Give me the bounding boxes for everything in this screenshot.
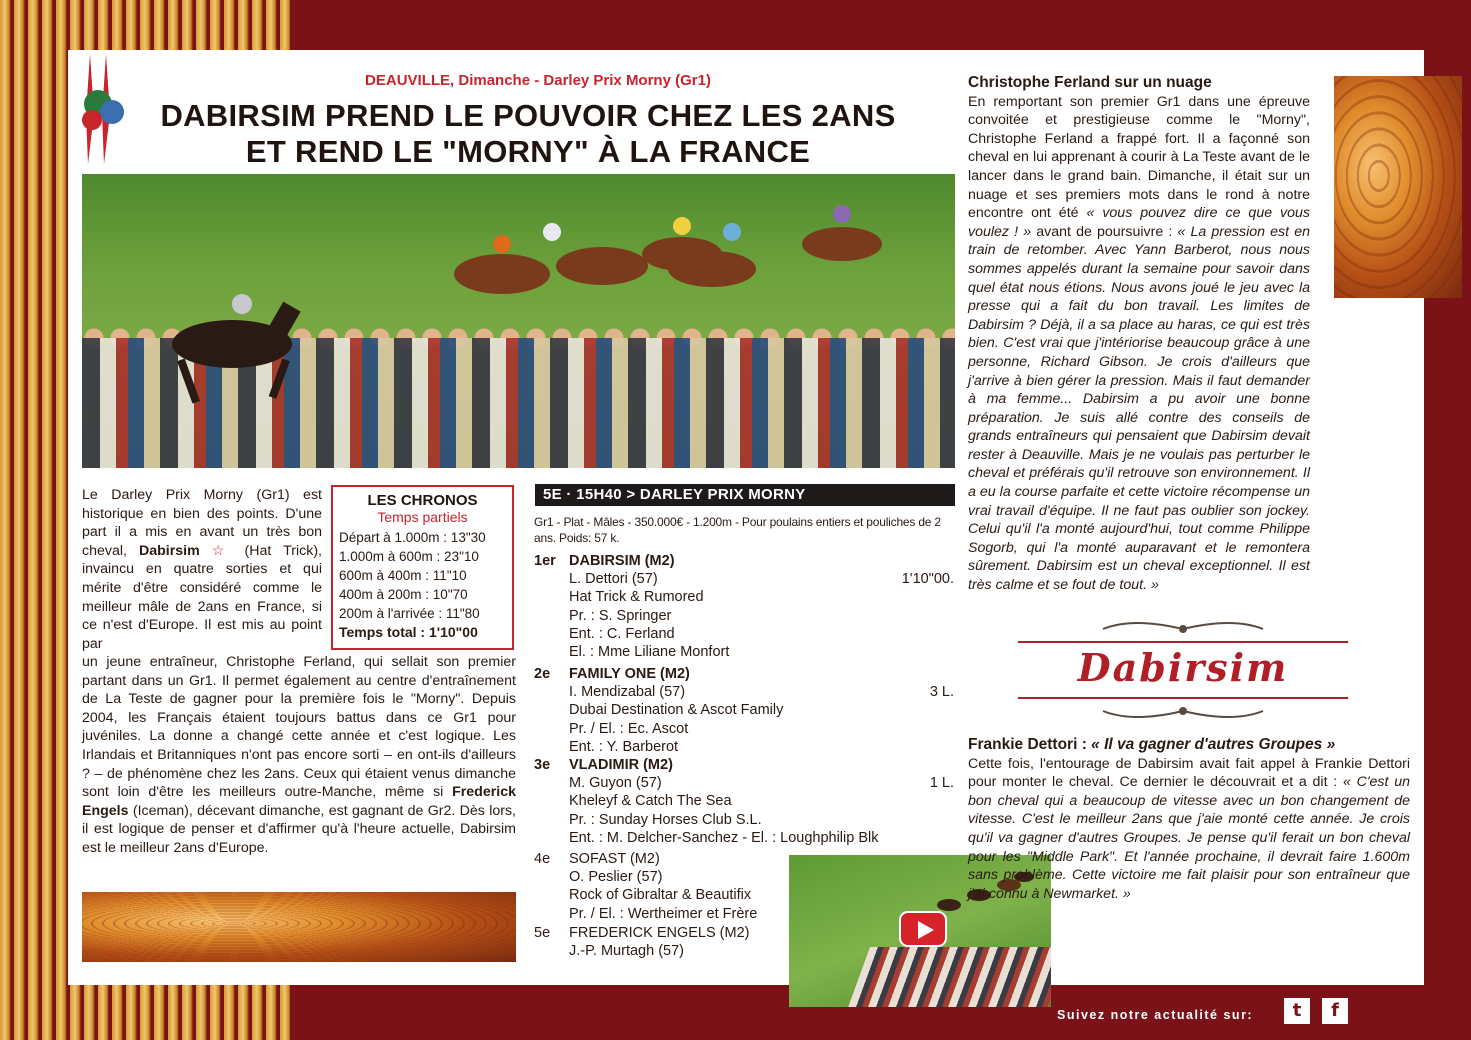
magazine-page <box>68 50 1424 985</box>
result-breeder: El. : Mme Liliane Monfort <box>569 644 730 660</box>
result-2 <box>534 665 958 757</box>
footer-follow-text: Suivez notre actualité sur: <box>1057 1008 1254 1022</box>
result-position: 1er <box>534 553 556 569</box>
result-5 <box>534 924 784 964</box>
kicker: DEAUVILLE, Dimanche - Darley Prix Morny (Gr1) <box>365 72 711 89</box>
ferland-quote: « La pression est en train de retomber. Avec Yann Barberot, nous nous sommes appelés durant la semaine pour savoir dans quel état nous étions. Nous avons joué le jeu avec la presse qui a fait du bon travail. Les limites de Dabirsim ? Déjà, il a sa place au haras, ce qui est très bien. C'est vrai que j'intériorise beaucoup grâce à une personne, Richard Gibson. Je crois d'ailleurs que j'arrive à bien gérer la pression. Mais il faut demander à ma femme... Dabirsim a pu avoir une bonne préparation. Je suis allé contre des conseils de grands entraîneurs qui pensaient que Dabirsim devait rester à Deauville. Mais je ne voulais pas perturber le cheval et préférais qu'il retrouve son environnement. Il a eu la course parfaite et cette victoire récompense un vrai travail d'équipe. Il ne faut pas oublier son jockey. Celui qu'il l'a monté aujourd'hui, tout comme Philippe Sogorb, qui l'a monté auparavant et le remontera sûrement. Dabirsim est un cheval exceptionnel. Il est très calme et se fout de tout. » <box>968 223 1310 594</box>
ferland-text-block <box>968 93 1310 595</box>
result-4 <box>534 850 784 924</box>
ferland-text: avant de poursuivre : <box>1031 223 1178 240</box>
result-position: 4e <box>534 851 551 867</box>
result-breeding: Dubai Destination & Ascot Family <box>569 702 784 718</box>
result-horse: FAMILY ONE (M2) <box>569 666 690 682</box>
dettori-title-quote: « Il va gagner d'autres Groupes » <box>1091 736 1336 753</box>
section-title: Christophe Ferland sur un nuage <box>968 74 1212 91</box>
headline-line-1: DABIRSIM PREND LE POUVOIR CHEZ LES 2ANS <box>160 98 896 133</box>
horse-figures <box>82 174 955 468</box>
chronos-total: Temps total : 1'10"00 <box>339 624 478 640</box>
video-crowd <box>848 947 1051 1007</box>
headline-line-2: ET REND LE "MORNY" À LA FRANCE <box>245 134 811 169</box>
result-owner: Pr. : Sunday Horses Club S.L. <box>569 812 762 828</box>
result-jockey: L. Dettori (57) <box>569 571 658 587</box>
result-breeding: Hat Trick & Rumored <box>569 589 704 605</box>
ferland-quote: « vous pouvez dire ce que vous voulez ! » <box>968 205 1311 240</box>
wood-texture-decoration <box>82 892 516 962</box>
result-horse: FREDERICK ENGELS (M2) <box>569 925 750 941</box>
play-icon[interactable] <box>899 911 947 947</box>
page-title <box>108 98 948 170</box>
result-1 <box>534 552 958 662</box>
result-owner: Pr. / El. : Ec. Ascot <box>569 721 689 737</box>
ferland-section <box>968 74 1410 595</box>
dettori-quote: « C'est un bon cheval qui a beaucoup de vitesse avec un bon changement de vitesse. C'est le meilleur 2ans que j'aie monté cette année. Je crois qu'il va gagner d'autres Groupes. Je pense qu'il ferait un bon cheval pour les "Middle Park". Et l'année prochaine, il devrait faire 1.600m sans problème. Cette victoire me fait plaisir pour son entraîneur que j'ai connu à Newmarket. » <box>968 774 1410 902</box>
chronos-row: 1.000m à 600m : 23"10 <box>339 549 479 564</box>
result-trainer: Ent. : M. Delcher-Sanchez - El. : Loughphilip Blk <box>569 830 879 846</box>
chronos-box <box>331 485 514 650</box>
result-horse: VLADIMIR (M2) <box>569 757 673 773</box>
result-jockey: I. Mendizabal (57) <box>569 684 686 700</box>
ornament-title: Dabirsim <box>1077 645 1289 690</box>
article-text: un jeune entraîneur, Christophe Ferland, qui sellait son premier partant dans un Gr1. Il permet également au centre d'entraînement de La Teste de gagner pour la première fois le "Morny". Depuis 2004, les Français étaient toujours battus dans ce Gr1 pour juvéniles. La donne a changé cette année et c'est logique. Les Irlandais et Britanniques n'ont pas encore sorti – en ont-ils d'ailleurs ? – de phénomène chez les 2ans. Ceux qui étaient venus dimanche sont loin d'être les meilleurs outre-Manche, même si <box>82 654 516 801</box>
race-header: 5E · 15H40 > DARLEY PRIX MORNY <box>535 484 955 506</box>
horse-name: Frederick Engels <box>82 784 516 819</box>
result-horse: DABIRSIM (M2) <box>569 553 675 569</box>
chronos-title: LES CHRONOS <box>367 492 478 509</box>
result-position: 3e <box>534 757 551 773</box>
ornament-bottom-icon <box>1093 701 1273 723</box>
result-trainer: Ent. : C. Ferland <box>569 626 675 642</box>
result-position: 5e <box>534 925 551 941</box>
race-photo <box>82 174 955 468</box>
article-body <box>82 653 516 858</box>
section-title <box>968 736 1410 755</box>
result-margin: 3 L. <box>929 684 954 700</box>
horse-name-ornament <box>1018 617 1348 724</box>
ornament-top-icon <box>1093 617 1273 639</box>
ornament-line <box>1018 641 1348 643</box>
result-margin: 1 L. <box>929 775 954 791</box>
dettori-section <box>968 736 1410 903</box>
result-trainer: Ent. : Y. Barberot <box>569 739 679 755</box>
chronos-row: 600m à 400m : 11"10 <box>339 568 467 583</box>
chronos-subtitle: Temps partiels <box>377 509 468 525</box>
dettori-text-block <box>968 755 1410 904</box>
chronos-row: Départ à 1.000m : 13"30 <box>339 530 486 545</box>
result-jockey: O. Peslier (57) <box>569 869 663 885</box>
result-position: 2e <box>534 666 551 682</box>
result-3 <box>534 756 958 848</box>
result-breeding: Rock of Gibraltar & Beautifix <box>569 887 752 903</box>
star-icon: ☆ <box>211 542 233 559</box>
result-jockey: M. Guyon (57) <box>569 775 662 791</box>
dettori-title: Frankie Dettori : <box>968 736 1092 753</box>
horse-name: Dabirsim <box>138 542 200 559</box>
facebook-icon[interactable]: f <box>1322 998 1348 1024</box>
article-text: (Hat Trick), invaincu en quatre sorties et qui mérite d'être considéré comme le meilleur mâle de 2ans en France, si ce n'est d'Europe. Il est mis au point par <box>82 542 322 652</box>
article-intro <box>82 486 322 653</box>
ornament-line <box>1018 697 1348 699</box>
dettori-text: Cette fois, l'entourage de Dabirsim avait fait appel à Frankie Dettori pour monter le cheval. Ce dernier le découvrait et a dit : <box>968 755 1410 791</box>
article-text: (Iceman), décevant dimanche, est gagnant de Gr2. Dès lors, il est logique de penser et d'affirmer qu'à l'heure actuelle, Dabirsim est le meilleur 2ans d'Europe. <box>82 802 516 856</box>
race-conditions: Gr1 - Plat - Mâles - 350.000€ - 1.200m - Pour poulains entiers et pouliches de 2 ans. Poids: 57 k. <box>534 515 941 545</box>
chronos-row: 400m à 200m : 10"70 <box>339 587 468 602</box>
result-jockey: J.-P. Murtagh (57) <box>569 943 684 959</box>
chronos-row: 200m à l'arrivée : 11"80 <box>339 606 480 621</box>
twitter-icon[interactable]: t <box>1284 998 1310 1024</box>
ferland-text: En remportant son premier Gr1 dans une épreuve convoitée et prestigieuse comme le "Morny", Christophe Ferland a frappé fort. Il a façonné son cheval en lui apprenant à courir à La Teste avant de le lancer dans le grand bain. Dimanche, il était sur un nuage et ses premiers mots dans le rond à notre encontre ont été <box>968 93 1310 222</box>
article-text: Le Darley Prix Morny (Gr1) est historique en bien des points. D'une part il a mis en avant un très bon cheval, <box>82 487 322 559</box>
result-horse: SOFAST (M2) <box>569 851 660 867</box>
result-owner: Pr. : S. Springer <box>569 608 672 624</box>
result-owner: Pr. / El. : Wertheimer et Frère <box>569 906 758 922</box>
result-margin: 1'10"00. <box>901 571 954 587</box>
result-breeding: Kheleyf & Catch The Sea <box>569 793 732 809</box>
